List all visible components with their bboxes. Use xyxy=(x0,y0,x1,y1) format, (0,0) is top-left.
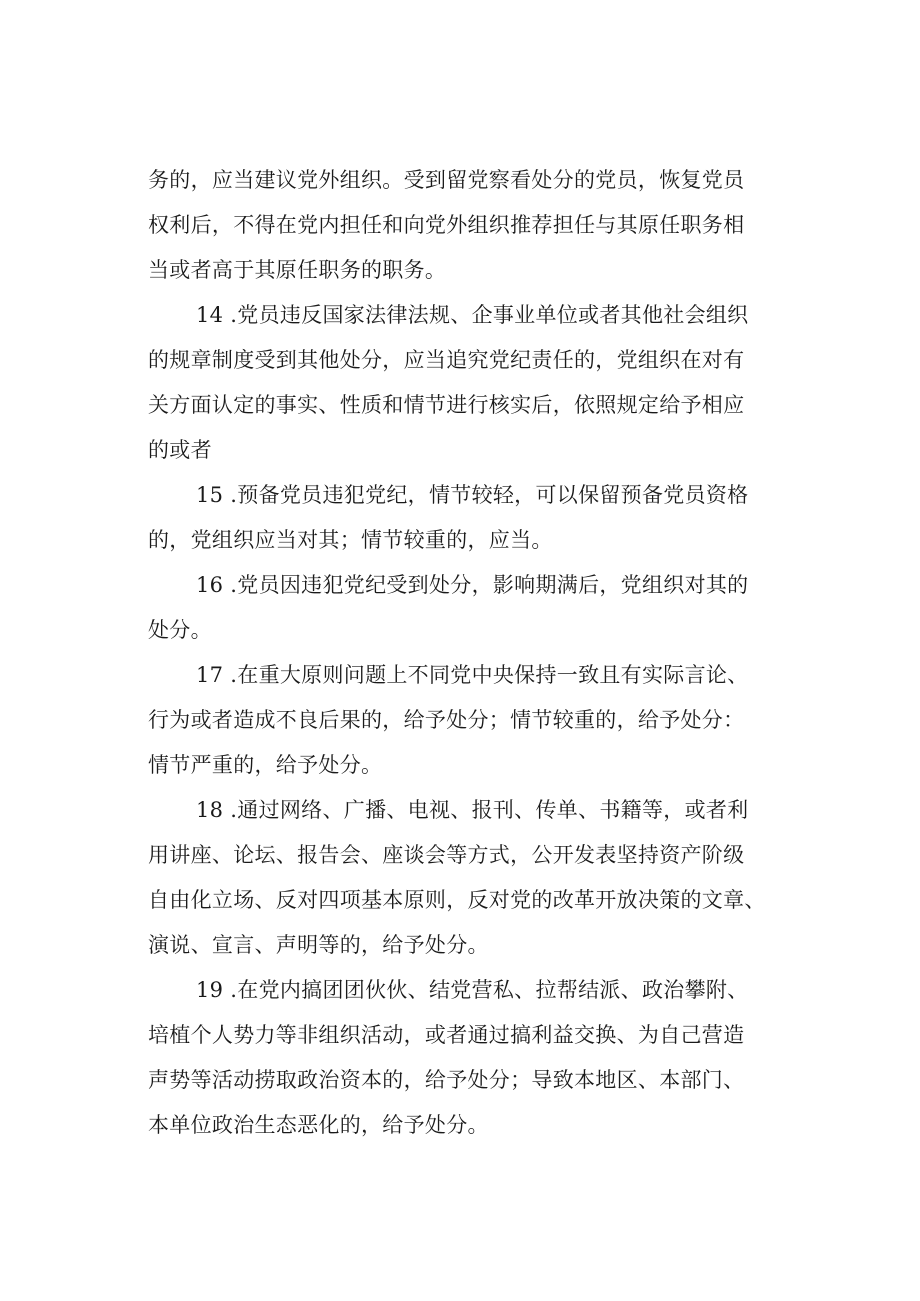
text-line: 处分。 xyxy=(148,618,212,642)
text-line: 权利后，不得在党内担任和向党外组织推荐担任与其原任职务相 xyxy=(148,213,745,237)
text-line xyxy=(148,653,808,698)
text-line: 关方面认定的事实、性质和情节进行核实后，依照规定给予相应 xyxy=(148,393,745,417)
paragraph-item-16 xyxy=(148,563,808,653)
text-line: 声势等活动捞取政治资本的，给予处分；导致本地区、本部门、 xyxy=(148,1068,745,1092)
text-line xyxy=(148,473,808,518)
text-line: 本单位政治生态恶化的，给予处分。 xyxy=(148,1113,489,1137)
paragraph-item-14 xyxy=(148,293,808,473)
paragraph-item-19 xyxy=(148,968,808,1148)
document-body xyxy=(148,158,808,1148)
text-line: 的或者 xyxy=(148,438,212,462)
text-line xyxy=(148,563,808,608)
text-line: 用讲座、论坛、报告会、座谈会等方式，公开发表坚持资产阶级 xyxy=(148,843,745,867)
text-line-content: 18 .通过网络、广播、电视、报刊、传单、书籍等，或者利 xyxy=(196,798,749,822)
text-line: 培植个人势力等非组织活动，或者通过搞利益交换、为自己营造 xyxy=(148,1023,745,1047)
text-line: 演说、宣言、声明等的，给予处分。 xyxy=(148,933,489,957)
text-line-content: 16 .党员因违犯党纪受到处分，影响期满后，党组织对其的 xyxy=(196,573,749,597)
paragraph-item-15 xyxy=(148,473,808,563)
text-line: 的，党组织应当对其；情节较重的，应当。 xyxy=(148,528,553,552)
text-line xyxy=(148,788,808,833)
text-line: 务的，应当建议党外组织。受到留党察看处分的党员，恢复党员 xyxy=(148,168,745,192)
paragraph-item-17 xyxy=(148,653,808,788)
text-line-content: 14 .党员违反国家法律法规、企事业单位或者其他社会组织 xyxy=(196,303,749,327)
text-line: 情节严重的，给予处分。 xyxy=(148,753,383,777)
text-line-content: 15 .预备党员违犯党纪，情节较轻，可以保留预备党员资格 xyxy=(196,483,749,507)
text-line: 行为或者造成不良后果的，给予处分；情节较重的，给予处分： xyxy=(148,708,745,732)
text-line-content: 17 .在重大原则问题上不同党中央保持一致且有实际言论、 xyxy=(196,663,749,687)
text-line: 自由化立场、反对四项基本原则，反对党的改革开放决策的文章、 xyxy=(148,888,766,912)
text-line xyxy=(148,293,808,338)
paragraph-item-18 xyxy=(148,788,808,968)
text-line xyxy=(148,968,808,1013)
text-line-content: 19 .在党内搞团团伙伙、结党营私、拉帮结派、政治攀附、 xyxy=(196,978,749,1002)
paragraph-continuation xyxy=(148,158,808,293)
text-line: 当或者高于其原任职务的职务。 xyxy=(148,258,447,282)
text-line: 的规章制度受到其他处分，应当追究党纪责任的，党组织在对有 xyxy=(148,348,745,372)
